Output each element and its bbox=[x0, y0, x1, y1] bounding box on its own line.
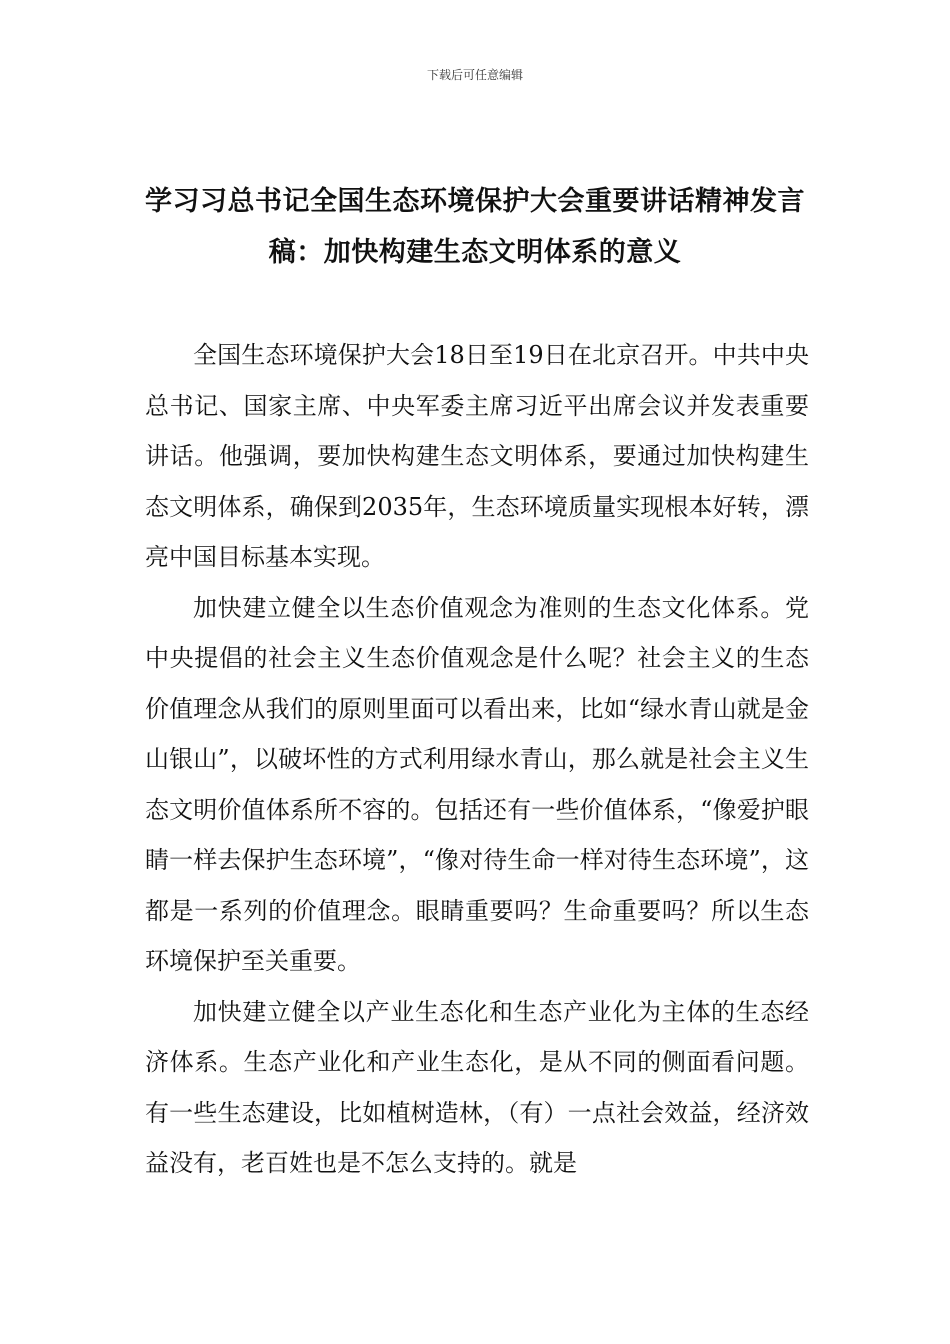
header-note: 下载后可任意编辑 bbox=[426, 68, 523, 82]
paragraph: 加快建立健全以生态价值观念为准则的生态文化体系。党中央提倡的社会主义生态价值观念是什么呢？社会主义的生态价值理念从我们的原则里面可以看出来，比如“绿水青山就是金山银山”，以破坏性的方式利用绿水青山，那么就是社会主义生态文明价值体系所不容的。包括还有一些价值体系，“像爱护眼睛一样去保护生态环境”，“像对待生命一样对待生态环境”，这都是一系列的价值理念。眼睛重要吗？生命重要吗？所以生态环境保护至关重要。 bbox=[145, 593, 809, 975]
paragraph: 全国生态环境保护大会18日至19日在北京召开。中共中央总书记、国家主席、中央军委主席习近平出席会议并发表重要讲话。他强调，要加快构建生态文明体系，要通过加快构建生态文明体系，确保到2035年，生态环境质量实现根本好转，漂亮中国目标基本实现。 bbox=[145, 341, 809, 571]
document-body bbox=[145, 330, 809, 1189]
document-title: 学习习总书记全国生态环境保护大会重要讲话精神发言稿：加快构建生态文明体系的意义 bbox=[145, 186, 805, 268]
paragraph: 加快建立健全以产业生态化和生态产业化为主体的生态经济体系。生态产业化和产业生态化，是从不同的侧面看问题。有一些生态建设，比如植树造林，（有）一点社会效益，经济效益没有，老百姓也是不怎么支持的。就是 bbox=[145, 997, 809, 1177]
